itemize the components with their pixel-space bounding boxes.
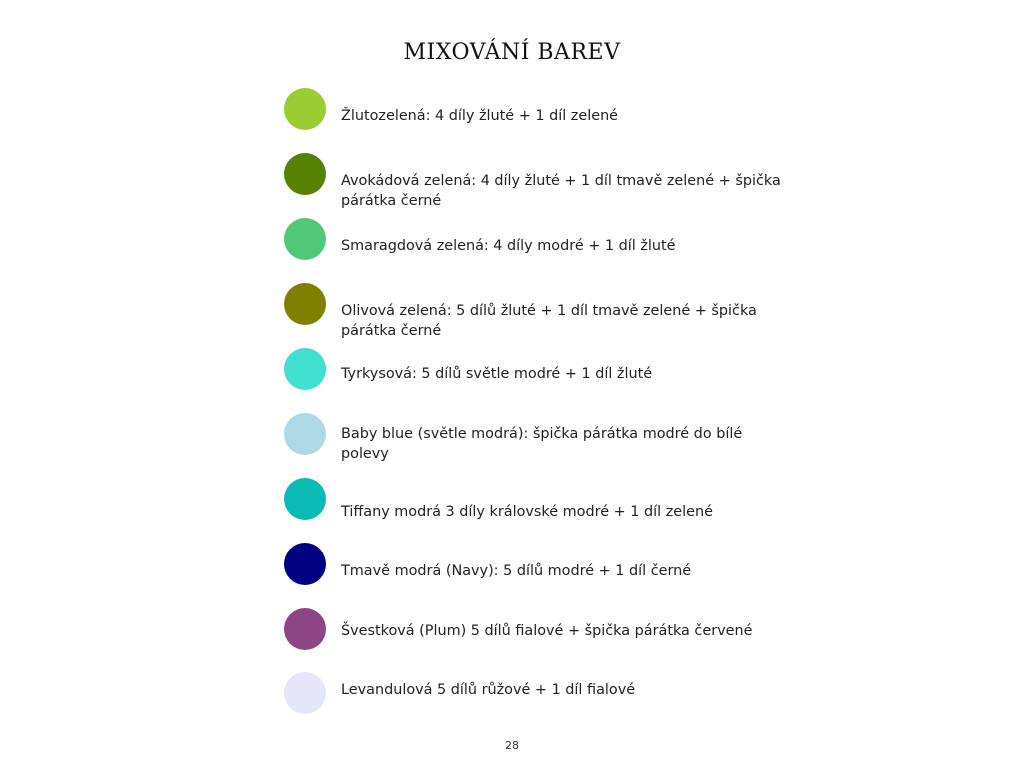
color-mix-item (284, 153, 784, 213)
page-title: MIXOVÁNÍ BAREV (403, 40, 621, 65)
color-recipe-text: Levandulová 5 dílů růžové + 1 díl fialové (341, 682, 636, 698)
color-recipe-text: Avokádová zelená: 4 díly žluté + 1 díl tmavě zelené + špička párátka černé (341, 173, 781, 209)
color-recipe-text: Baby blue (světle modrá): špička párátka modré do bílé polevy (341, 426, 743, 462)
color-recipe-text: Švestková (Plum) 5 dílů fialové + špička párátka červené (341, 623, 753, 639)
page-number: 28 (505, 739, 519, 752)
color-swatch (284, 413, 326, 455)
color-mix-item (284, 348, 784, 408)
color-swatch (284, 88, 326, 130)
color-mix-item (284, 88, 784, 148)
color-mix-item (284, 608, 784, 668)
color-swatch (284, 218, 326, 260)
color-swatch (284, 348, 326, 390)
color-mix-item (284, 413, 784, 473)
color-mix-item (284, 283, 784, 343)
color-mix-item (284, 478, 784, 538)
color-recipe-text: Tyrkysová: 5 dílů světle modré + 1 díl žluté (341, 366, 653, 382)
color-mix-item (284, 543, 784, 603)
color-swatch (284, 543, 326, 585)
color-recipe-text: Olivová zelená: 5 dílů žluté + 1 díl tmavě zelené + špička párátka černé (341, 303, 757, 339)
color-recipe-text: Smaragdová zelená: 4 díly modré + 1 díl žluté (341, 238, 676, 254)
color-swatch (284, 672, 326, 714)
color-mix-item (284, 218, 784, 278)
color-mix-item (284, 672, 784, 732)
color-swatch (284, 478, 326, 520)
color-swatch (284, 608, 326, 650)
color-recipe-text: Žlutozelená: 4 díly žluté + 1 díl zelené (341, 108, 619, 124)
color-recipe-text: Tiffany modrá 3 díly královské modré + 1 díl zelené (341, 504, 713, 520)
color-swatch (284, 283, 326, 325)
color-swatch (284, 153, 326, 195)
color-recipe-text: Tmavě modrá (Navy): 5 dílů modré + 1 díl černé (341, 563, 692, 579)
